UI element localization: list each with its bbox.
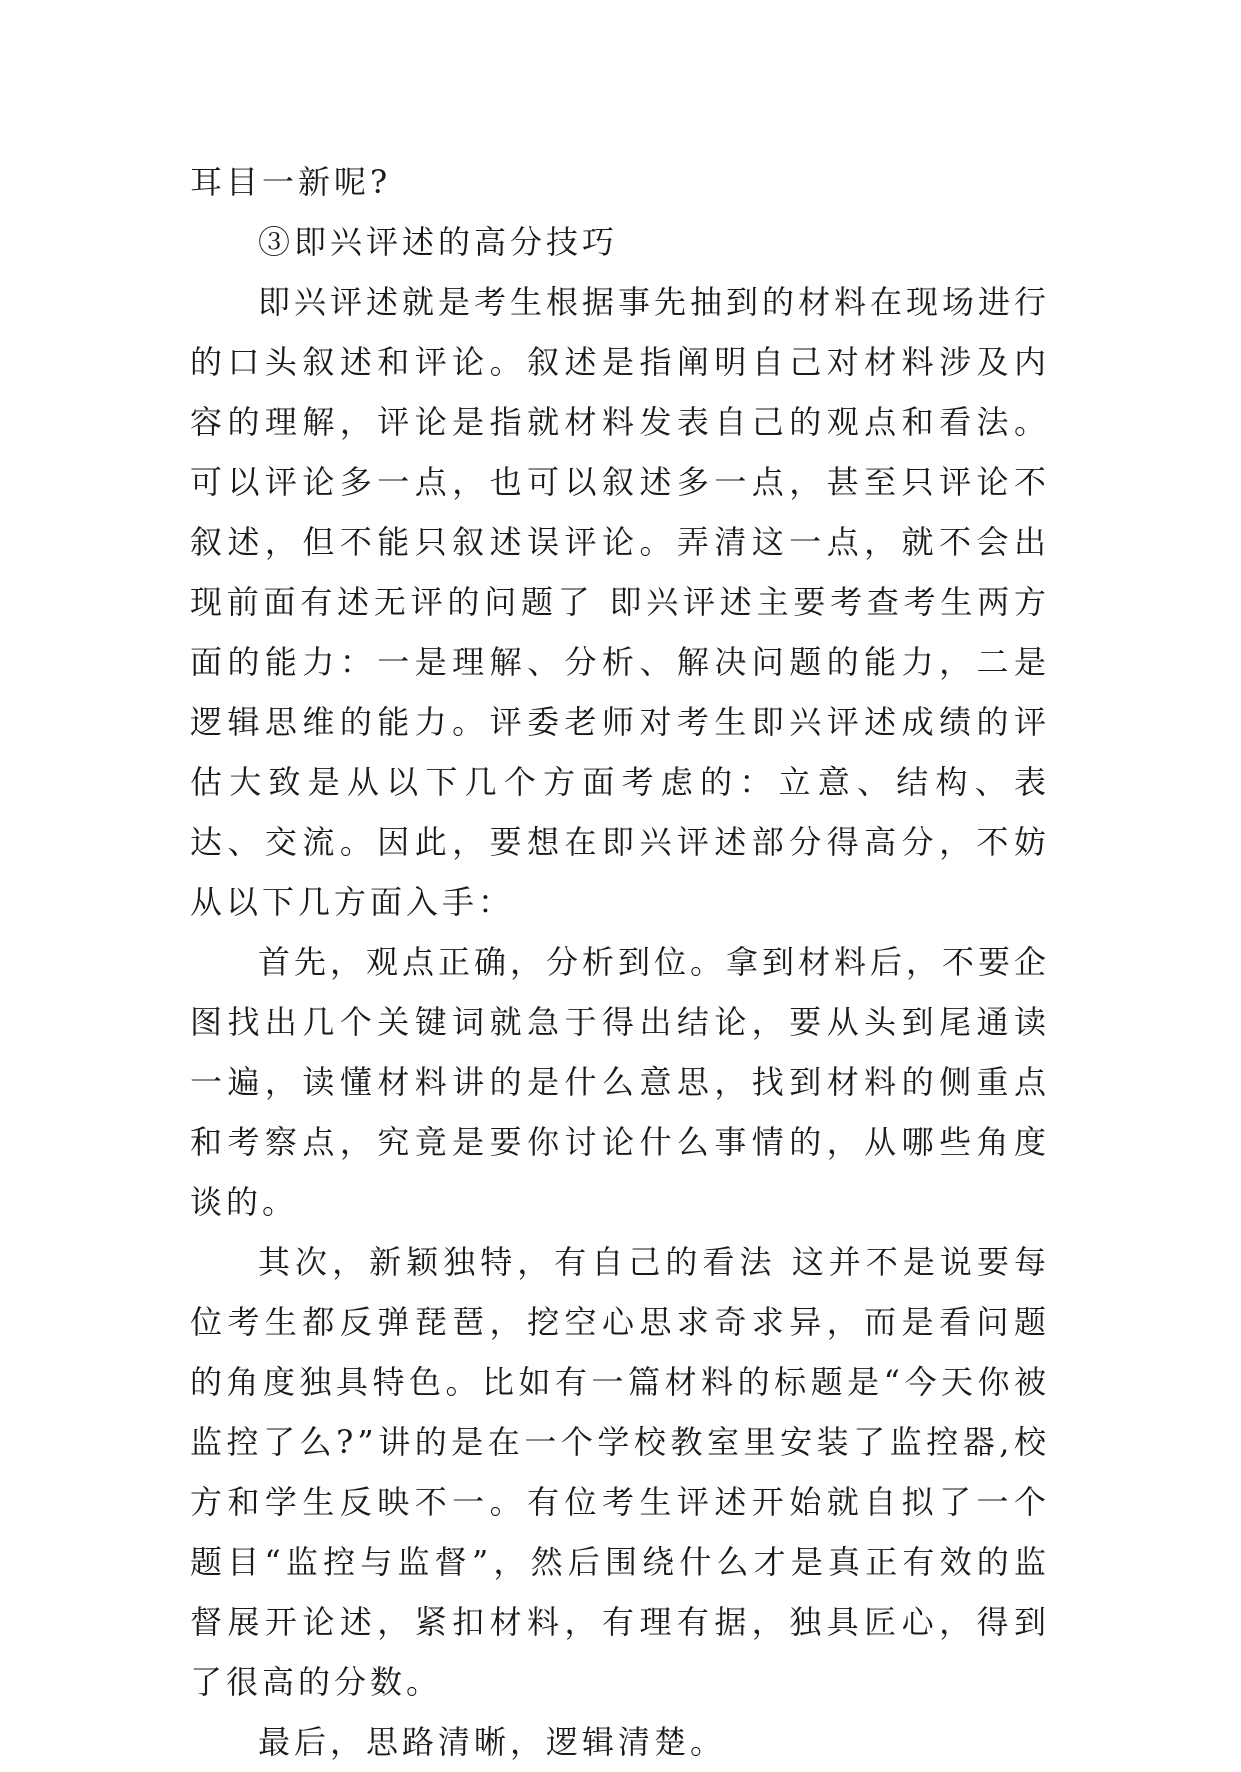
- paragraph-last: 最后，思路清晰，逻辑清楚。: [258, 1723, 727, 1761]
- section-heading: ③即兴评述的高分技巧: [258, 223, 619, 261]
- paragraph-continuation: 耳目一新呢?: [190, 163, 392, 201]
- body-text: [190, 152, 1050, 1772]
- paragraph-definition: 即兴评述就是考生根据事先抽到的材料在现场进行的口头叙述和评论。叙述是指阐明自己对材料涉及内容的理解，评论是指就材料发表自己的观点和看法。可以评论多一点，也可以叙述多一点，甚至只评论不叙述，但不能只叙述误评论。弄清这一点，就不会出现前面有述无评的问题了 即兴评述主要考查考生两方面的能力：一是理解、分析、解决问题的能力，二是逻辑思维的能力。评委老师对考生即兴评述成绩的评估大致是从以下几个方面考虑的：立意、结构、表达、交流。因此，要想在即兴评述部分得高分，不妨从以下几方面入手：: [190, 283, 1051, 921]
- paragraph-first: 首先，观点正确，分析到位。拿到材料后，不要企图找出几个关键词就急于得出结论，要从头到尾通读一遍，读懂材料讲的是什么意思，找到材料的侧重点和考察点，究竟是要你讨论什么事情的，从哪些角度谈的。: [190, 943, 1051, 1221]
- paragraph-second: 其次，新颖独特，有自己的看法 这并不是说要每位考生都反弹琵琶，挖空心思求奇求异，而是看问题的角度独具特色。比如有一篇材料的标题是“今天你被监控了么?”讲的是在一个学校教室里安装了监控器,校方和学生反映不一。有位考生评述开始就自拟了一个题目“监控与监督”，然后围绕什么才是真正有效的监督展开论述，紧扣材料，有理有据，独具匠心，得到了很高的分数。: [190, 1243, 1050, 1701]
